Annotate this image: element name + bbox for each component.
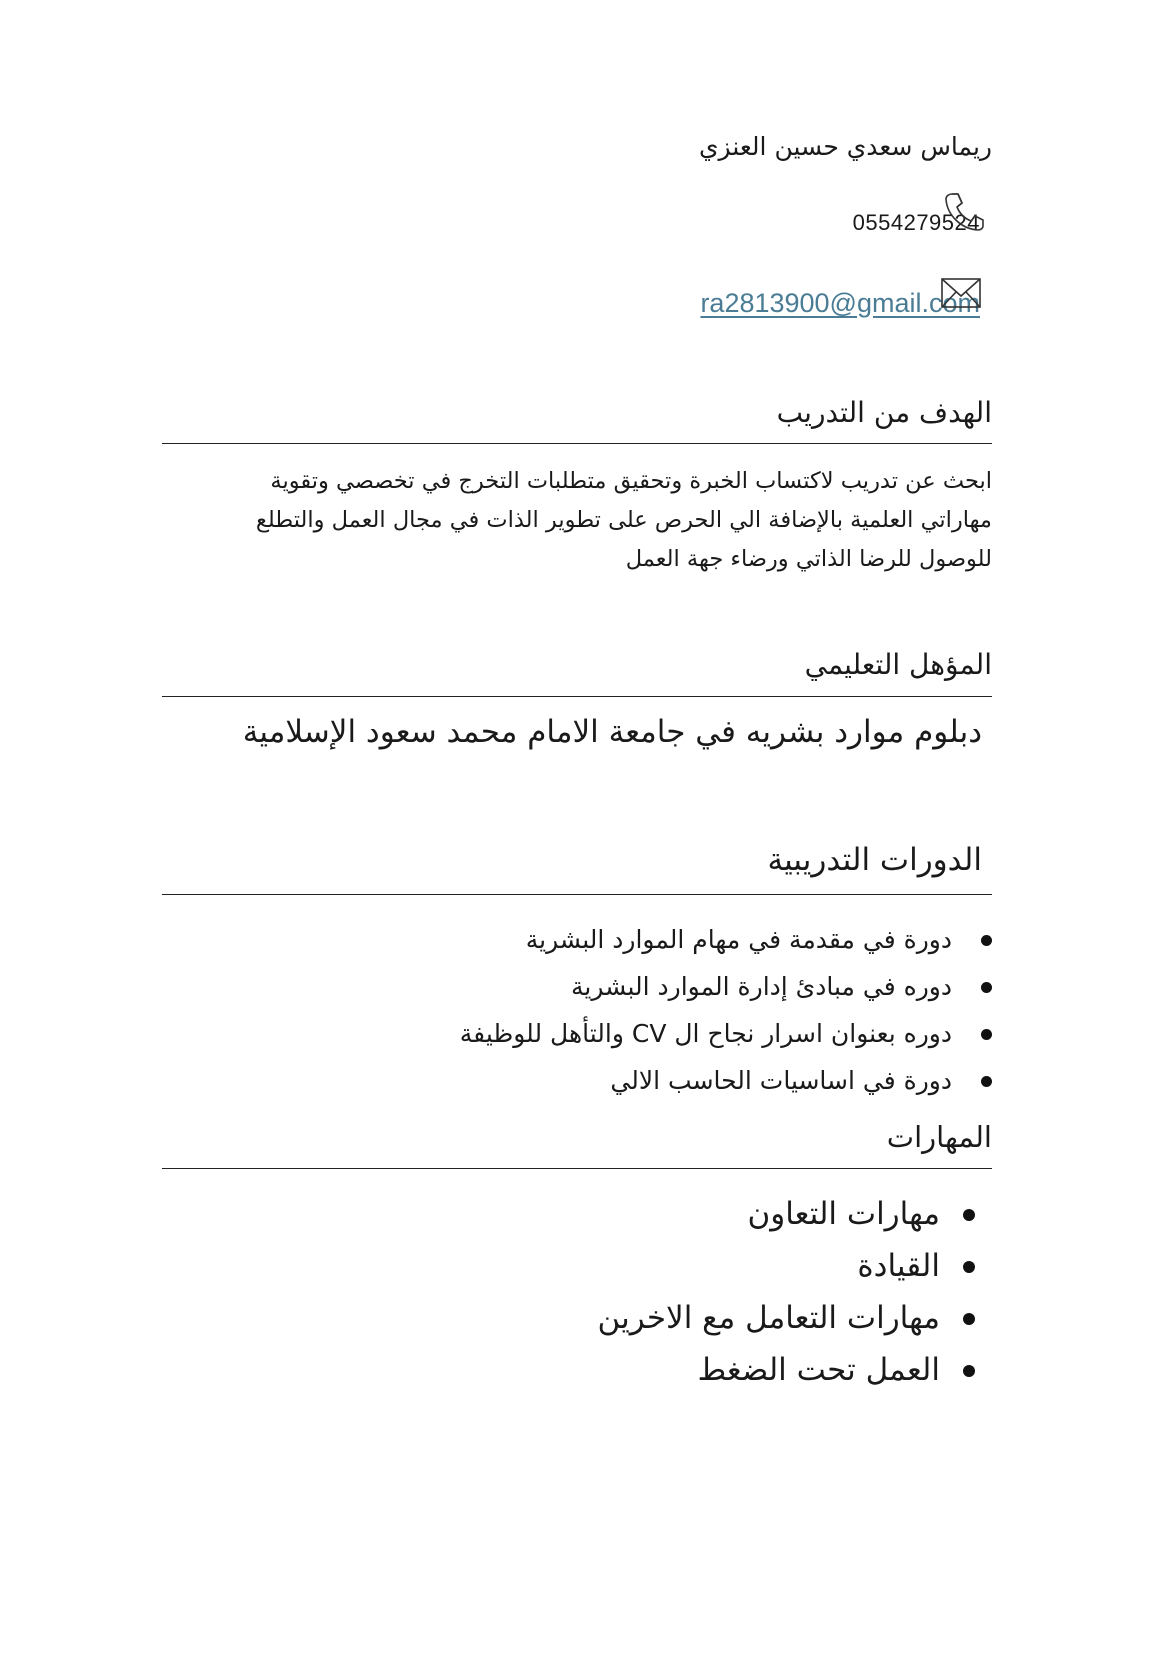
objective-line: للوصول للرضا الذاتي ورضاء جهة العمل (625, 546, 992, 572)
courses-heading: الدورات التدريبية (767, 842, 982, 878)
divider (162, 443, 992, 444)
objective-heading: الهدف من التدريب (776, 396, 992, 429)
courses-list (460, 916, 952, 1104)
bullet-icon (963, 1261, 975, 1273)
candidate-name: ريماس سعدي حسين العنزي (698, 132, 992, 161)
email-row (700, 280, 980, 326)
bullet-icon (963, 1209, 975, 1221)
education-heading: المؤهل التعليمي (804, 648, 992, 681)
bullet-icon (963, 1365, 975, 1377)
bullet-icon (981, 1029, 992, 1040)
list-item: دورة في اساسيات الحاسب الالي (460, 1057, 952, 1104)
envelope-icon (940, 276, 982, 310)
list-item: العمل تحت الضغط (598, 1344, 940, 1396)
list-item: مهارات التعامل مع الاخرين (598, 1292, 940, 1344)
list-item: دوره في مبادئ إدارة الموارد البشرية (460, 963, 952, 1010)
education-text: دبلوم موارد بشريه في جامعة الامام محمد سعود الإسلامية (242, 714, 982, 750)
skills-heading: المهارات (886, 1120, 992, 1154)
objective-line: ابحث عن تدريب لاكتساب الخبرة وتحقيق متطلبات التخرج في تخصصي وتقوية (270, 468, 992, 494)
skills-list (598, 1188, 940, 1396)
email-link[interactable]: ra2813900@gmail.com (700, 287, 980, 318)
list-item: دوره بعنوان اسرار نجاح ال CV والتأهل للوظيفة (460, 1010, 952, 1057)
divider (162, 696, 992, 697)
list-item: مهارات التعاون (598, 1188, 940, 1240)
bullet-icon (981, 935, 992, 946)
objective-line: مهاراتي العلمية بالإضافة الي الحرص على تطوير الذات في مجال العمل والتطلع (255, 507, 992, 533)
list-item: القيادة (598, 1240, 940, 1292)
bullet-icon (981, 1076, 992, 1087)
divider (162, 1168, 992, 1169)
list-item: دورة في مقدمة في مهام الموارد البشرية (460, 916, 952, 963)
divider (162, 894, 992, 895)
phone-icon (943, 190, 985, 232)
bullet-icon (981, 982, 992, 993)
phone-number: 0554279524 (852, 210, 980, 235)
bullet-icon (963, 1313, 975, 1325)
objective-text (170, 462, 992, 579)
